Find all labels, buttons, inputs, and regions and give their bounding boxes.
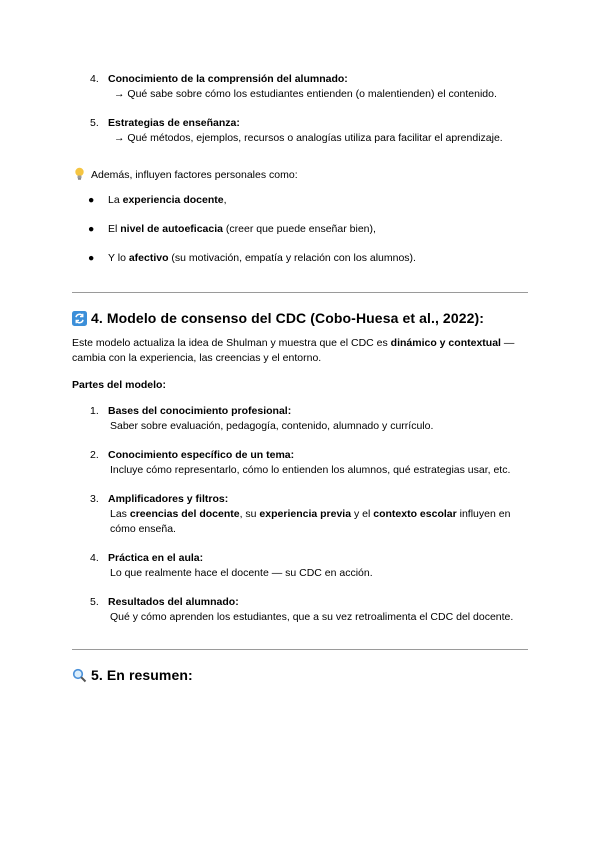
parts-label: Partes del modelo:: [72, 379, 166, 391]
list-item: 1. Bases del conocimiento profesional: Saber sobre evaluación, pedagogía, contenido, alumnado y currículo.: [90, 405, 434, 432]
list-item-desc: → Qué sabe sobre cómo los estudiantes entienden (o malentienden) el contenido.: [114, 88, 497, 100]
document-page: [72, 72, 528, 683]
refresh-icon: [72, 311, 87, 326]
section-divider: [72, 292, 528, 293]
list-item: 2. Conocimiento específico de un tema: Incluye cómo representarlo, cómo lo entienden los alumnos, qué estrategias usar, etc.: [90, 449, 511, 476]
personal-factors-list: [72, 193, 528, 266]
section-divider: [72, 649, 528, 650]
section-heading: 4. Modelo de consenso del CDC (Cobo-Huesa et al., 2022):: [72, 311, 528, 326]
personal-factors-note: Además, influyen factores personales como:: [72, 166, 528, 183]
list-item-title: Estrategias de enseñanza:: [108, 117, 240, 129]
section-heading: 5. En resumen:: [72, 668, 528, 683]
list-item: 3. Amplificadores y filtros: Las creencias del docente, su experiencia previa y el contexto escolar influyen en cómo enseña.: [90, 493, 511, 535]
list-item: 4. Conocimiento de la comprensión del alumnado: → Qué sabe sobre cómo los estudiantes entienden (o malentienden) el contenido.: [72, 72, 528, 102]
lightbulb-icon: [72, 166, 87, 181]
list-item: 5. Resultados del alumnado: Qué y cómo aprenden los estudiantes, que a su vez retroalimenta el CDC del docente.: [90, 596, 514, 623]
list-item: 5. Estrategias de enseñanza: → Qué métodos, ejemplos, recursos o analogías utiliza para facilitar el aprendizaje.: [72, 116, 528, 146]
section-intro: Este modelo actualiza la idea de Shulman y muestra que el CDC es dinámico y contextual — cambia con la experiencia, las creencias y el entorno.: [72, 337, 515, 364]
list-item: ● Y lo afectivo (su motivación, empatía y relación con los alumnos).: [88, 252, 416, 264]
list-item: 4. Práctica en el aula: Lo que realmente hace el docente — su CDC en acción.: [90, 552, 373, 579]
list-item-title: Conocimiento de la comprensión del alumnado:: [108, 73, 348, 85]
magnifier-icon: [72, 668, 87, 683]
list-item: ● La experiencia docente,: [88, 194, 227, 206]
list-item: ● El nivel de autoeficacia (creer que puede enseñar bien),: [88, 223, 376, 235]
knowledge-list: [72, 72, 528, 146]
model-parts-list: [72, 404, 528, 625]
list-item-desc: → Qué métodos, ejemplos, recursos o analogías utiliza para facilitar el aprendizaje.: [114, 132, 503, 144]
